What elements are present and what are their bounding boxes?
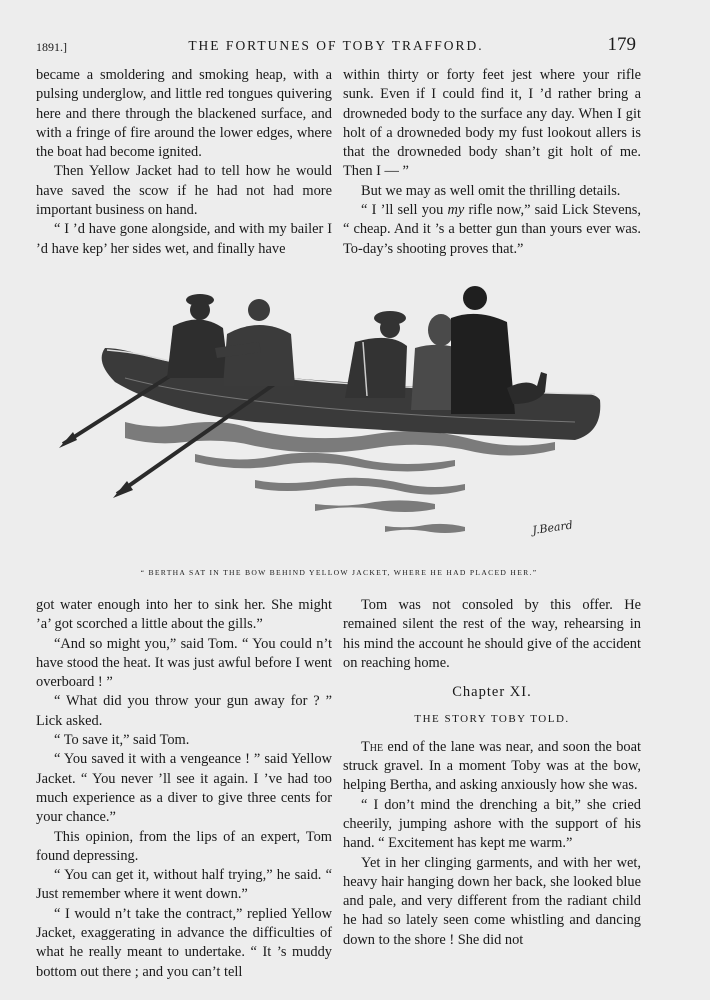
paragraph: But we may as well omit the thrilling details. bbox=[361, 182, 621, 199]
paragraph: got water enough into her to sink her. She might ’a’ got scorched a little about the gills.” bbox=[36, 597, 332, 633]
header-title: THE FORTUNES OF TOBY TRAFFORD. bbox=[188, 38, 484, 53]
rowboat-illustration bbox=[55, 282, 615, 562]
paragraph: Yet in her clinging garments, and with her wet, heavy hair hanging down her back, she looked blue and pale, and very different from the radiant child he had so lately seen come whistling and dancing down to the shore ! She did not bbox=[343, 854, 641, 948]
paragraph: “ I ’d have gone alongside, and with my bailer I ’d have kep’ her sides wet, and finally have bbox=[36, 221, 332, 257]
paragraph: “ To save it,” said Tom. bbox=[54, 732, 190, 749]
emphasis: my bbox=[447, 202, 465, 219]
water-reflections bbox=[125, 422, 555, 533]
figure-5 bbox=[451, 286, 515, 414]
illustration-caption: “ BERTHA SAT IN THE BOW BEHIND YELLOW JACKET, WHERE HE HAD PLACED HER.” bbox=[140, 568, 538, 577]
chapter-heading: Chapter XI. bbox=[452, 684, 532, 701]
column-top-left bbox=[36, 66, 332, 259]
paragraph bbox=[343, 201, 641, 259]
paragraph: Then Yellow Jacket had to tell how he would have saved the scow if he had not had more important business on hand. bbox=[36, 163, 332, 219]
text-run: “ I ’ll sell you bbox=[361, 202, 448, 219]
chapter-title: THE STORY TOBY TOLD. bbox=[414, 713, 570, 726]
paragraph: within thirty or forty feet jest where your rifle sunk. Even if I could find it, I ’d rather bring a drowneded body to the surface any day. When I git holt of a drowneded body my fust lookout allers is that the drowneded body shan’t git holt of me. Then I — ” bbox=[343, 67, 641, 180]
header-date: 1891.] bbox=[36, 40, 67, 54]
paragraph bbox=[343, 738, 641, 796]
paragraph: Tom was not consoled by this offer. He remained silent the rest of the way, rehearsing in his mind the account he should give of the accident on reaching home. bbox=[343, 597, 641, 671]
paragraph: “And so might you,” said Tom. “ You could n’t have stood the heat. It was just awful before I went overboard ! ” bbox=[36, 635, 332, 691]
paragraph: “ You can get it, without half trying,” he said. “ Just remember where it went down.” bbox=[36, 867, 332, 903]
lead-word: The bbox=[361, 738, 384, 755]
paragraph: “ What did you throw your gun away for ? ” Lick asked. bbox=[36, 693, 332, 729]
paragraph: “ You saved it with a vengeance ! ” said Yellow Jacket. “ You never ’ll see it again. I ’ve had too much experience as a diver to give three cents for your chance.” bbox=[36, 751, 332, 826]
paragraph: became a smoldering and smoking heap, with a pulsing underglow, and little red tongues quivering here and there through the blackened surface, and with a fringe of fire around the lower edges, where the boat had become ignited. bbox=[36, 67, 332, 161]
running-header bbox=[36, 34, 636, 58]
artist-signature: J.Beard bbox=[531, 518, 574, 537]
paragraph: This opinion, from the lips of an expert, Tom found depressing. bbox=[36, 828, 332, 864]
figure-1 bbox=[167, 294, 229, 378]
paragraph: “ I don’t mind the drenching a bit,” she cried cheerily, jumping ashore with the support of his hand. “ Excitement has kept me warm.” bbox=[343, 796, 641, 852]
text-run: end of the lane was near, and soon the boat struck gravel. In a moment Toby was at the bow, helping Bertha, and asking anxiously how she was. bbox=[343, 738, 641, 794]
page-number: 179 bbox=[607, 34, 636, 55]
column-top-right bbox=[343, 66, 641, 259]
figure-2 bbox=[215, 299, 295, 386]
figure-3 bbox=[345, 311, 407, 398]
column-bottom-right bbox=[343, 596, 641, 950]
text-run: rifle now,” said Lick Stevens, “ cheap. And it ’s a better gun than yours ever was. To-day’s shooting proves that.” bbox=[343, 202, 641, 257]
column-bottom-left bbox=[36, 596, 332, 982]
paragraph: “ I would n’t take the contract,” replied Yellow Jacket, exaggerating in advance the difficulties of what he really meant to undertake. “ It ’s muddy bottom out there ; and you can’t tell bbox=[36, 905, 332, 980]
